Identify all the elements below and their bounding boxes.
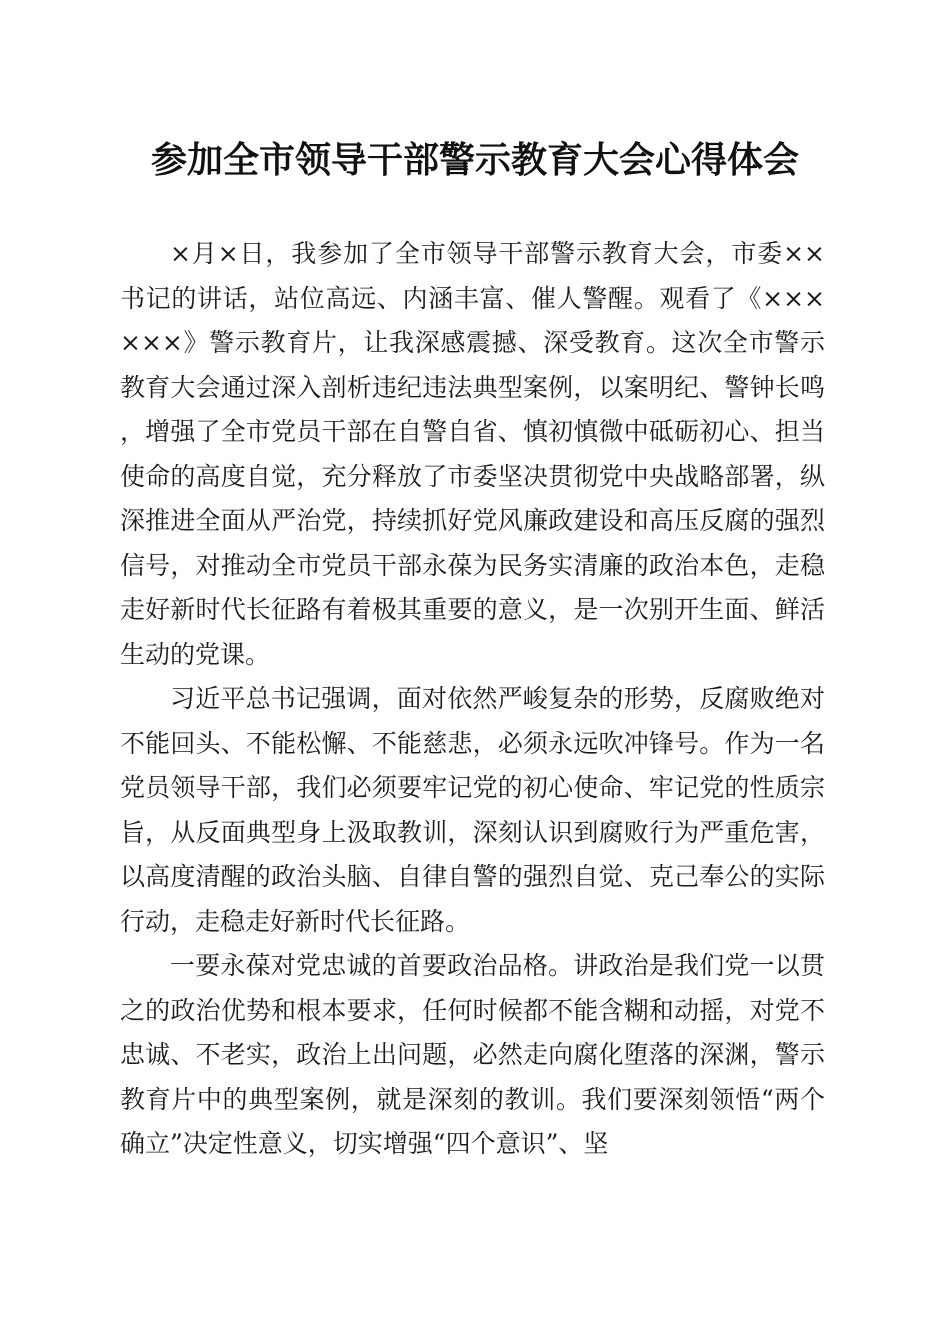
document-title: 参加全市领导干部警示教育大会心得体会: [150, 139, 799, 181]
document-body: [120, 232, 825, 1167]
paragraph-3: 一要永葆对党忠诚的首要政治品格。讲政治是我们党一以贯之的政治优势和根本要求，任何时候都不能含糊和动摇，对党不忠诚、不老实，政治上出问题，必然走向腐化堕落的深渊，警示教育片中的典型案例，就是深刻的教训。我们要深刻领悟“两个确立”决定性意义，切实增强“四个意识”、坚: [120, 951, 825, 1158]
paragraph-1: ×月×日，我参加了全市领导干部警示教育大会，市委××书记的讲话，站位高远、内涵丰富、催人警醒。观看了《××××××》警示教育片，让我深感震撼、深受教育。这次全市警示教育大会通过深入剖析违纪违法典型案例，以案明纪、警钟长鸣，增强了全市党员干部在自警自省、慎初慎微中砥砺初心、担当使命的高度自觉，充分释放了市委坚决贯彻党中央战略部署，纵深推进全面从严治党，持续抓好党风廉政建设和高压反腐的强烈信号，对推动全市党员干部永葆为民务实清廉的政治本色，走稳走好新时代长征路有着极其重要的意义，是一次别开生面、鲜活生动的党课。: [120, 239, 825, 669]
paragraph-2: 习近平总书记强调，面对依然严峻复杂的形势，反腐败绝对不能回头、不能松懈、不能慈悲，必须永远吹冲锋号。作为一名党员领导干部，我们必须要牢记党的初心使命、牢记党的性质宗旨，从反面典型身上汲取教训，深刻认识到腐败行为严重危害，以高度清醒的政治头脑、自律自警的强烈自觉、克己奉公的实际行动，走稳走好新时代长征路。: [120, 684, 825, 936]
